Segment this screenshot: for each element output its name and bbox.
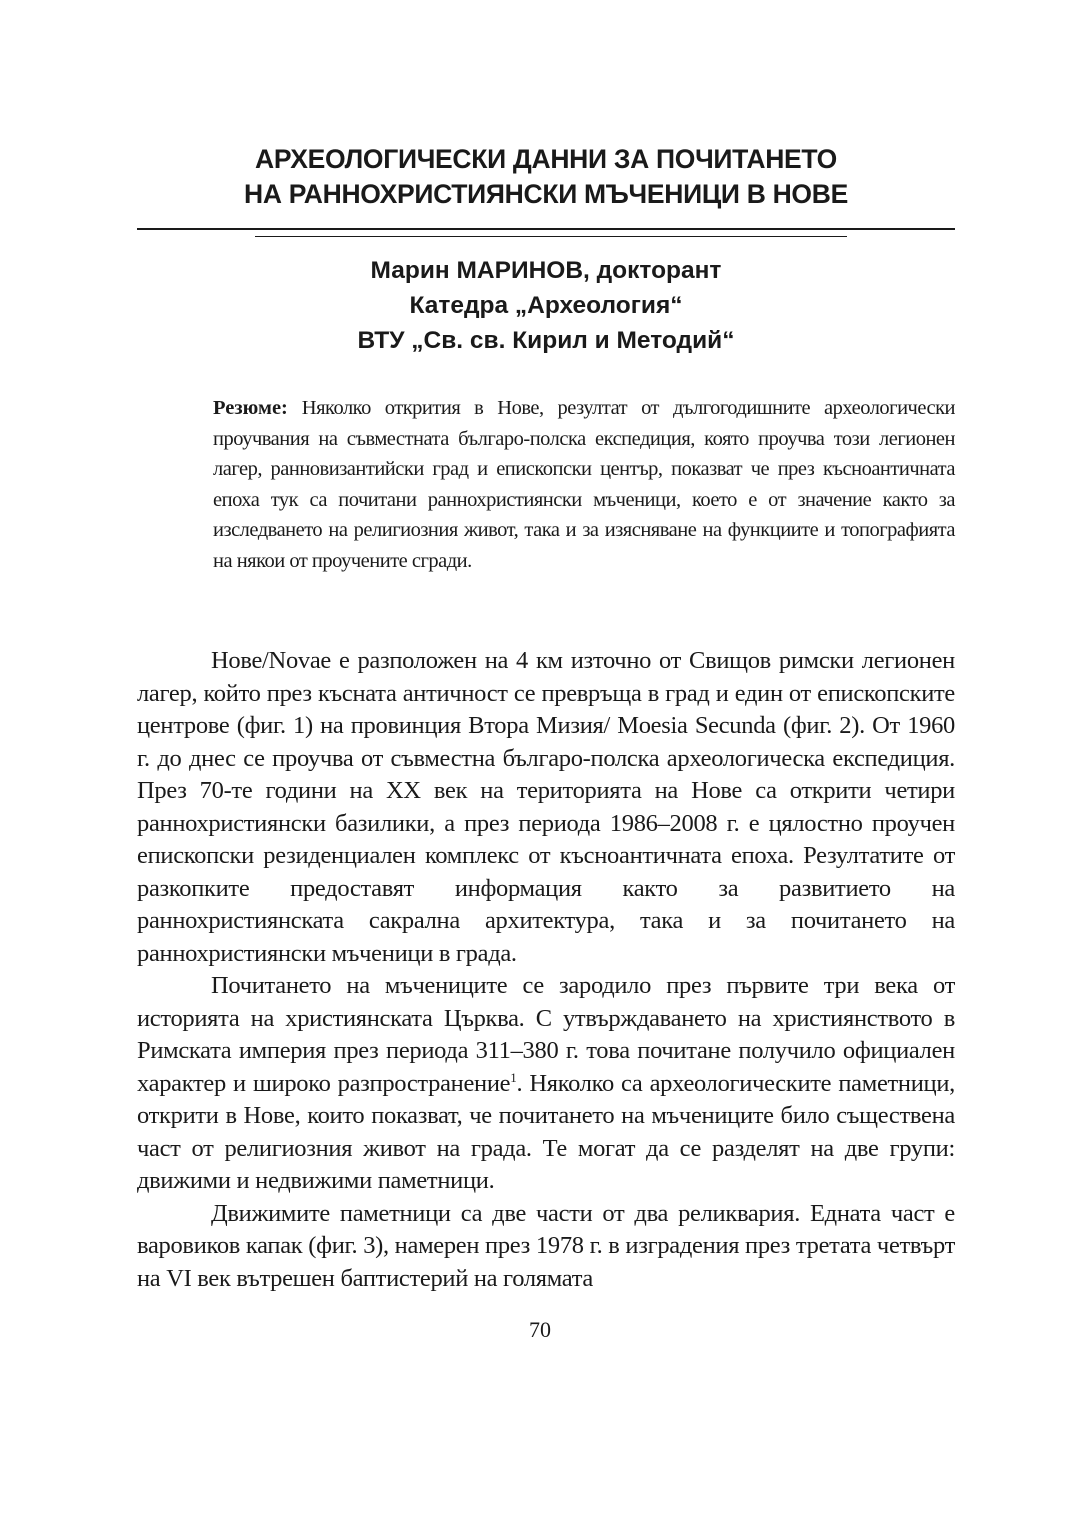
article-title [137,142,955,212]
body-paragraph-3: Движимите паметници са две части от два реликвария. Едната част е варовиков капак (фиг. 3), намерен през 1978 г. в изградения през третата четвърт на VI век вътрешен баптистерий на голямата [137,1199,955,1292]
title-rule-thick [137,228,955,230]
author-department: Катедра „Археология“ [409,292,683,319]
article-title-line-2: НА РАННОХРИСТИЯНСКИ МЪЧЕНИЦИ В НОВЕ [244,179,848,209]
body-paragraph-1: Нове/Novae е разположен на 4 км източно от Свищов римски легионен лагер, който през късната античност се превръща в град и един от епископските центрове (фиг. 1) на провинция Втора Мизия/ Moesia Secunda (фиг. 2). От 1960 г. до днес се проучва от съвместна българо-полска археологическа експедиция. През 70-те години на XX век на територията на Нове са открити четири раннохристиянски базилики, а през периода 1986–2008 г. е цялостно проучен епископски резиденциален комплекс от късноантичната епоха. Резултатите от разкопките предоставят информация както за развитието на раннохристиянската сакрална архитектура, така и за почитането на раннохристиянски мъченици в града. [137,647,955,967]
abstract-text: Няколко открития в Нове, резултат от дългогодишните археологически проучвания на съвместната българо-полска експедиция, която проучва този легионен лагер, ранновизантийски град и епископски център, показват че през късноантичната епоха тук са почитани раннохристиянски мъченици, което е от значение както за изследването на религиозния живот, така и за изясняване на функциите и топографията на някои от проучените сгради. [213,397,955,572]
author-block [137,253,955,358]
abstract [213,393,955,576]
footnote-marker: 1 [510,1069,517,1085]
author-university: ВТУ „Св. св. Кирил и Методий“ [357,327,735,354]
author-name: Марин МАРИНОВ, докторант [370,257,722,284]
title-rule-thin [255,236,847,237]
body-paragraph-2-end: . Няколко са археологическите паметници, открити в Нове, които показват, че почитането на мъчениците било съществена част от религиозния живот на града. Те могат да се разделят на две групи: движими и недвижими паметници. [137,1069,955,1194]
body-text [137,645,955,1295]
page-number: 70 [529,1317,551,1342]
abstract-label: Резюме: [213,397,288,419]
article-title-line-1: АРХЕОЛОГИЧЕСКИ ДАННИ ЗА ПОЧИТАНЕТО [255,144,837,174]
body-paragraph-2 [137,970,955,1198]
body-paragraph-2-start: Почитането на мъчениците се зародило през първите три века от историята на християнската Църква. С утвърждаването на християнството в Римската империя през периода 311–380 г. това почитане получило официален характер и широко разпространение [137,972,955,1097]
